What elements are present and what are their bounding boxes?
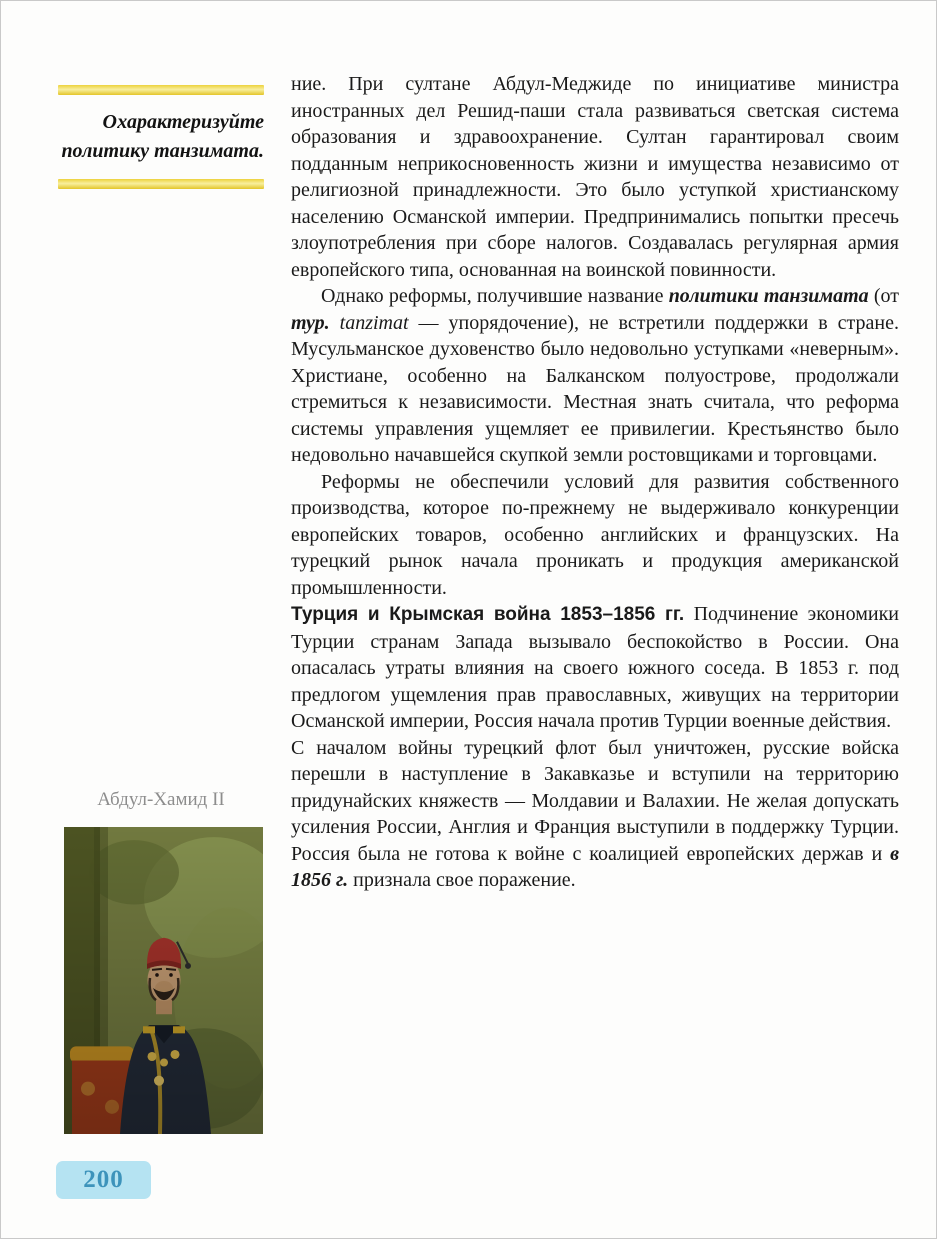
text-run: Реформы не обеспечили условий для развития собственного производства, которое по-прежнему не выдерживало конкуренции европейских товаров, особенно английских и французских. На турецкий рынок начала проникать и продукция американской промышленности. [291, 470, 899, 599]
paragraph-war-outcome [291, 735, 899, 894]
page-number: 200 [83, 1166, 124, 1193]
divider-bar-top [58, 85, 264, 95]
paragraph-tanzimat-reforms [291, 71, 899, 283]
margin-task-block [58, 85, 264, 189]
paragraph-tanzimat-opposition [291, 283, 899, 469]
page-number-badge [56, 1161, 151, 1199]
paragraph-crimean-war [291, 601, 899, 735]
body-text-column [291, 71, 899, 894]
inline-section-heading: Турция и Крымская война 1853–1856 гг. [291, 604, 685, 625]
term-politika-tanzimata: политики танзимата [668, 285, 869, 307]
portrait-image [64, 827, 263, 1134]
task-text: Охарактеризуйте политику танзимата. [61, 111, 264, 162]
date-1856: в 1856 г. [291, 842, 899, 891]
divider-bar-bottom [58, 179, 264, 189]
paragraph-economy [291, 469, 899, 602]
language-label-turkish: тур. [291, 311, 330, 334]
text-run: признала свое поражение. [348, 869, 576, 891]
text-run: Однако реформы, получившие название [321, 285, 669, 307]
text-run: ние. При султане Абдул-Меджиде по инициативе министра иностранных дел Решид-паши стала развиваться светская система образования и здравоохранение. Султан гарантировал своим подданным неприкосновенность жизни и имущества независимо от религиозной принадлежности. Это было уступкой христианскому населению Османской империи. Предпринимались попытки пресечь злоупотребления при сборе налогов. Создавалась регулярная армия европейского типа, основанная на воинской повинности. [291, 73, 899, 281]
portrait-caption: Абдул-Хамид II [97, 789, 225, 810]
text-run: Подчинение экономики Турции странам Запада вызывало беспокойство в России. Она опасалась утраты влияния на своего южного соседа. В 1853 г. под предлогом ущемления прав православных, живущих на территории Османской империи, Россия начала против Турции военные действия. [291, 603, 899, 732]
text-run: — упорядочение), не встретили поддержки в стране. Мусульманское духовенство было недовольно уступками «неверным». Христиане, особенно на Балканском полуострове, продолжали стремиться к независимости. Местная знать считала, что реформа системы управления ущемляет ее привилегии. Крестьянство было недовольно начавшейся скупкой земли ростовщиками и торговцами. [291, 311, 899, 466]
text-run: (от [868, 285, 899, 307]
text-run: С началом войны турецкий флот был уничтожен, русские войска перешли в наступление в Закавказье и вступили на территорию придунайских княжеств — Молдавии и Валахии. Не желая допускать усиления России, Англия и Франция выступили в поддержку Турции. Россия была не готова к войне с коалицией европейских держав и [291, 736, 899, 865]
term-tanzimat-latin: tanzimat [329, 311, 409, 334]
